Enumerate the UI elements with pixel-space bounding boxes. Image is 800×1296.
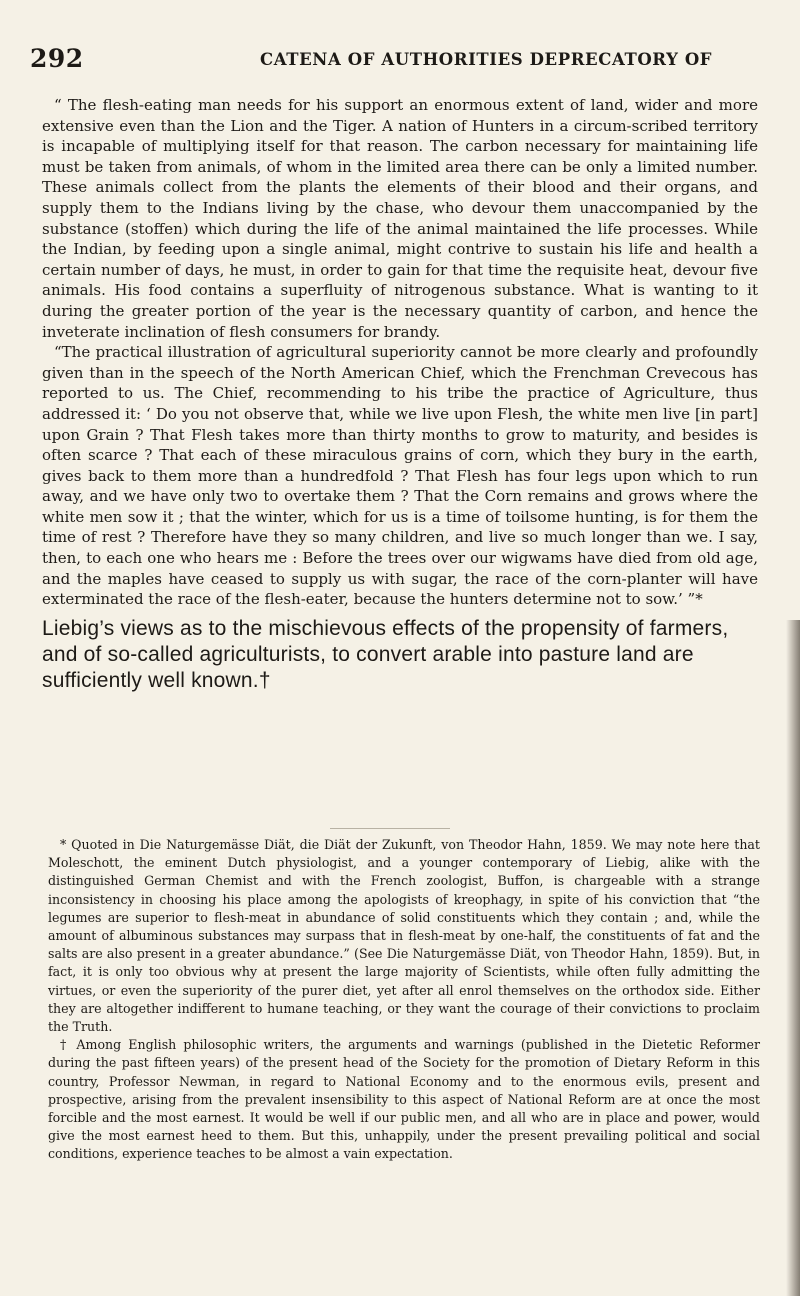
quote-paragraph-2: “The practical illustration of agricultural superiority cannot be more clearly and profoundly given than in the speech of the North American Chief, which the Frenchman Crevecous has reported to us. The Chief, recommending to his tribe the practice of Agriculture, thus addressed it: ‘ Do you not observe that, while we live upon Flesh, the white men live [in part] upon Grain ? That Flesh takes more than thirty months to grow to maturity, and besides is often scarce ? That each of these miraculous grains of corn, which they bury in the earth, gives back to them more than a hundredfold ? That Flesh has four legs upon which to run away, and we have only two to overtake them ? That the Corn remains and grows where the white men sow it ; that the winter, which for us is a time of toilsome hunting, is for them the time of rest ? Therefore have they so many children, and live so much longer than we. I say, then, to each one who hears me : Before the trees over our wigwams have died from old age, and the maples have ceased to supply us with sugar, the race of the corn-planter will have exterminated the race of the flesh-eater, because the hunters determine not to sow.’ ”* — [42, 343, 758, 609]
body-text — [42, 95, 758, 694]
footnote-2: † Among English philosophic writers, the arguments and warnings (published in the Dietetic Reformer during the past fifteen years) of the present head of the Society for the promotion of Dietary Reform in this country, Professor Newman, in regard to National Economy and to the enormous evils, present and prospective, arising from the prevalent insensibility to this aspect of National Reform are at once the most forcible and the most earnest. It would be well if our public men, and all who are in place and power, would give the most earnest heed to them. But this, unhappily, under the present prevailing political and social conditions, experience teaches to be almost a vain expectation. — [48, 1037, 760, 1162]
footnotes — [48, 836, 760, 1164]
quote-paragraph-1: “ The flesh-eating man needs for his support an enormous extent of land, wider and more extensive even than the Lion and the Tiger. A nation of Hunters in a circum-scribed territory is incapable of multiplying itself for that reason. The carbon necessary for maintaining life must be taken from animals, of whom in the limited area there can be only a limited number. These animals collect from the plants the elements of their blood and their organs, and supply them to the Indians living by the chase, who devour them unaccompanied by the substance (stoffen) which during the life of the animal maintained the life processes. While the Indian, by feeding upon a single animal, might contrive to sustain his life and health a certain number of days, he must, in order to gain for that time the requisite heat, devour five animals. His food contains a superfluity of nitrogenous substance. What is wanting to it during the greater portion of the year is the necessary quantity of carbon, and hence the inveterate inclination of flesh consumers for brandy. — [42, 96, 758, 341]
running-head: CATENA OF AUTHORITIES DEPRECATORY OF — [260, 50, 713, 69]
page-edge-shadow — [786, 620, 800, 1296]
page-header — [30, 38, 776, 78]
page-number: 292 — [30, 44, 84, 73]
footnote-1: * Quoted in Die Naturgemässe Diät, die Diät der Zukunft, von Theodor Hahn, 1859. We may note here that Moleschott, the eminent Dutch physiologist, and a younger contemporary of Liebig, alike with the distinguished German Chemist and with the French zoologist, Buffon, is chargeable with a strange inconsistency in choosing his place among the apologists of kreophagy, in spite of his conviction that “the legumes are superior to flesh-meat in abundance of solid constituents which they contain ; and, while the amount of albuminous substances may surpass that in flesh-meat by one-half, the constituents of fat and the salts are also present in a greater abundance.” (See Die Naturgemässe Diät, von Theodor Hahn, 1859). But, in fact, it is only too obvious why at present the large majority of Scientists, while often fully admitting the virtues, or even the superiority of the purer diet, yet after all enrol themselves on the orthodox side. Either they are altogether indifferent to humane teaching, or they want the courage of their convictions to proclaim the Truth. — [48, 837, 760, 1035]
lead-paragraph: Liebig’s views as to the mischievous effects of the propensity of farmers, and of so-called agriculturists, to convert arable into pasture land are sufficiently well known.† — [42, 616, 729, 692]
footnote-rule — [330, 828, 450, 829]
